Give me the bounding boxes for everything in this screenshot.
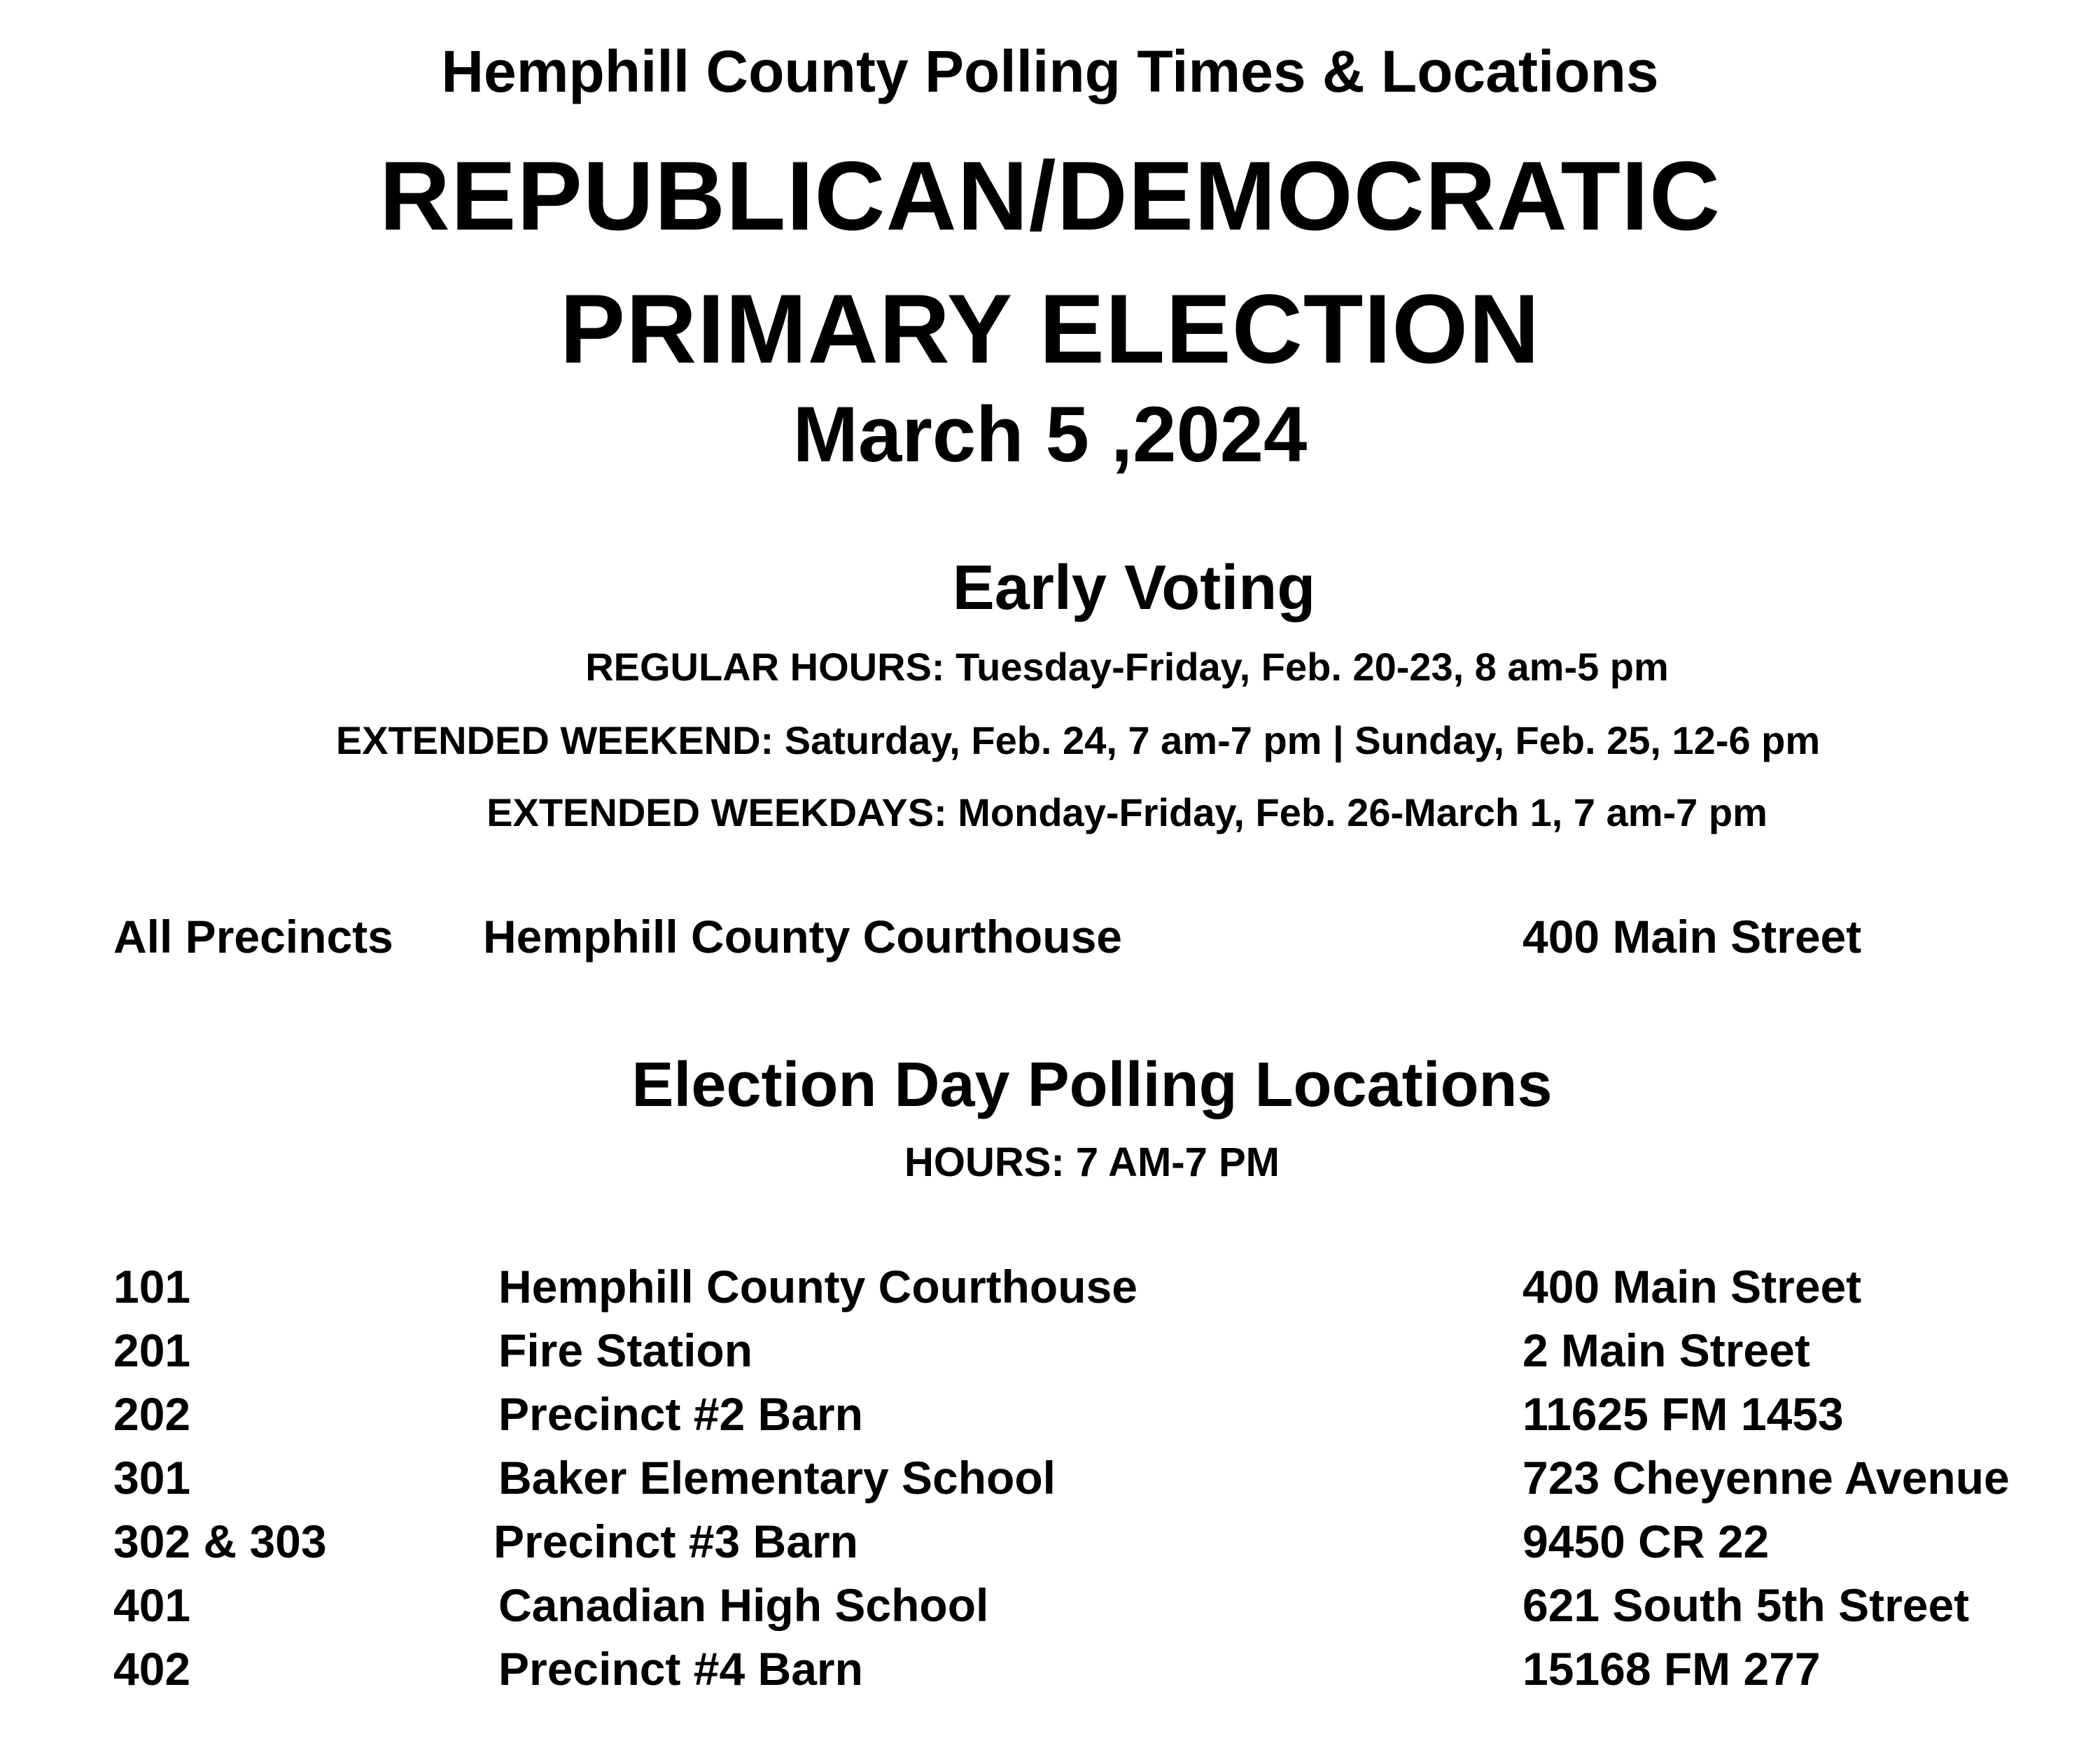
early-voting-precinct: All Precincts <box>113 911 393 962</box>
notice-subtitle: Hemphill County Polling Times & Locations <box>441 38 1659 104</box>
election-date: March 5 ,2024 <box>792 391 1308 478</box>
election-day-heading: Election Day Polling Locations <box>631 1050 1553 1120</box>
location-name: Precinct #2 Barn <box>498 1388 863 1440</box>
election-day-hours: HOURS: 7 AM-7 PM <box>904 1140 1280 1185</box>
location-address: 2 Main Street <box>1522 1324 1810 1376</box>
table-row <box>0 1518 2100 1582</box>
location-name: Precinct #3 Barn <box>493 1516 858 1567</box>
election-title-line-1: REPUBLICAN/DEMOCRATIC <box>379 141 1721 251</box>
location-address: 11625 FM 1453 <box>1522 1388 1844 1440</box>
location-name: Hemphill County Courthouse <box>498 1261 1138 1312</box>
precinct-number: 401 <box>113 1579 191 1631</box>
location-address: 400 Main Street <box>1522 1261 1862 1312</box>
precinct-number: 202 <box>113 1388 191 1440</box>
table-row <box>0 1388 2100 1455</box>
early-voting-location-address: 400 Main Street <box>1522 911 1862 962</box>
early-voting-regular-hours: REGULAR HOURS: Tuesday-Friday, Feb. 20-23, 8 am-5 pm <box>585 645 1669 689</box>
precinct-number: 302 & 303 <box>113 1516 327 1567</box>
table-row <box>0 1324 2100 1391</box>
precinct-number: 201 <box>113 1324 191 1376</box>
election-title-line-2: PRIMARY ELECTION <box>559 274 1541 384</box>
location-address: 723 Cheyenne Avenue <box>1522 1452 2010 1504</box>
location-name: Canadian High School <box>498 1579 989 1631</box>
early-voting-location-row <box>0 913 2100 969</box>
table-row <box>0 1452 2100 1518</box>
precinct-number: 101 <box>113 1261 191 1312</box>
table-row <box>0 1643 2100 1709</box>
election-day-locations-table <box>0 1261 2100 1709</box>
precinct-number: 402 <box>113 1643 191 1695</box>
early-voting-extended-weekdays: EXTENDED WEEKDAYS: Monday-Friday, Feb. 26-March 1, 7 am-7 pm <box>486 790 1768 834</box>
location-name: Precinct #4 Barn <box>498 1643 863 1695</box>
table-row <box>0 1579 2100 1646</box>
location-address: 9450 CR 22 <box>1522 1516 1770 1567</box>
location-name: Fire Station <box>498 1324 753 1376</box>
early-voting-location-name: Hemphill County Courthouse <box>483 911 1122 962</box>
location-name: Baker Elementary School <box>498 1452 1056 1504</box>
early-voting-heading: Early Voting <box>952 553 1316 623</box>
early-voting-extended-weekend: EXTENDED WEEKEND: Saturday, Feb. 24, 7 am-7 pm | Sunday, Feb. 25, 12-6 pm <box>335 718 1821 762</box>
table-row <box>0 1261 2100 1327</box>
precinct-number: 301 <box>113 1452 191 1504</box>
location-address: 621 South 5th Street <box>1522 1579 1970 1631</box>
location-address: 15168 FM 277 <box>1522 1643 1821 1695</box>
